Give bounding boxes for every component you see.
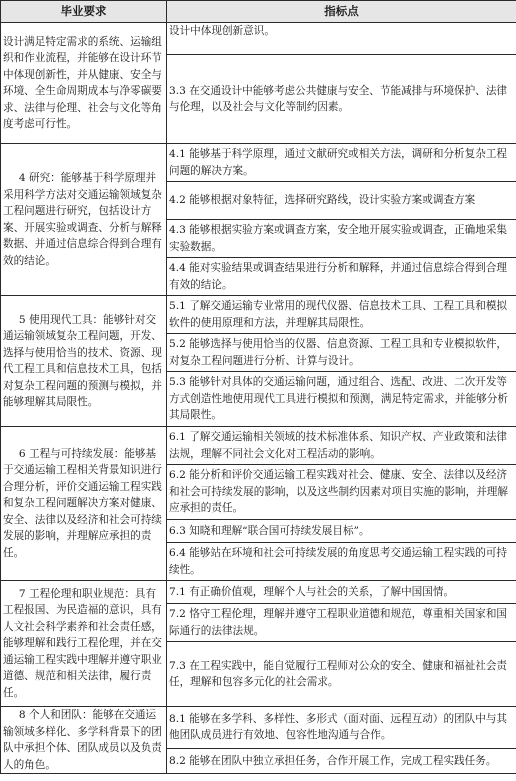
indicator-cell: 4.2 能够根据对象特征，选择研究路线，设计实验方案或调查方案 (167, 182, 516, 220)
indicator-cell: 7.2 恪守工程伦理，理解并遵守工程职业道德和规范，尊重相关国家和国际通行的法律法规。 (167, 604, 516, 642)
column-header-indicator: 指标点 (167, 1, 516, 23)
table-row (1, 296, 516, 334)
column-header-requirement: 毕业要求 (1, 1, 167, 23)
indicator-cell: 7.3 在工程实践中，能自觉履行工程师对公众的安全、健康和福祉社会责任，理解和包容多元化的社会需求。 (167, 642, 516, 707)
indicator-cell: 5.1 了解交通运输专业常用的现代仪器、信息技术工具、工程工具和模拟软件的使用原理和方法，并理解其局限性。 (167, 296, 516, 334)
indicator-cell: 4.4 能对实验结果或调查结果进行分析和解释，并通过信息综合得到合理有效的结论。 (167, 258, 516, 296)
indicator-cell: 3.3 在交通设计中能够考虑公共健康与安全、节能减排与环境保护、法律与伦理，以及社会与文化等制约因素。 (167, 55, 516, 144)
requirement-cell: 4 研究：能够基于科学原理并采用科学方法对交通运输领域复杂工程问题进行研究，包括设计方案、开展实验或调查、分析与解释数据、并通过信息综合得到合理有效的结论。 (1, 144, 167, 296)
table-row (1, 581, 516, 604)
indicator-cell: 6.4 能够站在环境和社会可持续发展的角度思考交通运输工程实践的可持续性。 (167, 543, 516, 581)
indicator-cell: 6.2 能分析和评价交通运输工程实践对社会、健康、安全、法律以及经济和社会可持续发展的影响，以及这些制约因素对项目实施的影响，并理解应承担的责任。 (167, 465, 516, 520)
indicator-cell: 6.1 了解交通运输相关领域的技术标准体系、知识产权、产业政策和法律法规，理解不同社会文化对工程活动的影响。 (167, 427, 516, 465)
table-row (1, 144, 516, 182)
indicator-cell: 7.1 有正确价值观，理解个人与社会的关系，了解中国国情。 (167, 581, 516, 604)
table-row (1, 707, 516, 749)
indicator-cell: 8.1 能够在多学科、多样性、多形式（面对面、远程互动）的团队中与其他团队成员进行有效地、包容性地沟通与合作。 (167, 707, 516, 749)
requirement-cell: 7 工程伦理和职业规范：具有工程报国、为民造福的意识，具有人文社会科学素养和社会责任感，能够理解和践行工程伦理，并在交通运输工程实践中理解并遵守职业道德、规范和相关法律，履行责任。 (1, 581, 167, 707)
table-header-row (1, 1, 516, 23)
requirement-cell: 设计满足特定需求的系统、运输组织和作业流程，并能够在设计环节中体现创新性，并从健康、安全与环境、全生命周期成本与净零碳要求、法律与伦理、社会与文化等角度考虑可行性。 (1, 23, 167, 144)
table-row (1, 427, 516, 465)
indicator-cell: 5.3 能够针对具体的交通运输问题，通过组合、选配、改进、二次开发等方式创造性地使用现代工具进行模拟和预测，满足特定需求，并能够分析其局限性。 (167, 372, 516, 427)
indicator-cell: 6.3 知晓和理解“联合国可持续发展目标”。 (167, 520, 516, 543)
requirement-cell: 8 个人和团队：能够在交通运输领域多样化、多学科背景下的团队中承担个体、团队成员以及负责人的角色。 (1, 707, 167, 774)
indicator-cell: 8.2 能够在团队中独立承担任务，合作开展工作，完成工程实践任务。 (167, 748, 516, 773)
indicator-cell: 设计中体现创新意识。 (167, 23, 516, 55)
indicator-cell: 4.1 能够基于科学原理，通过文献研究或相关方法，调研和分析复杂工程问题的解决方案。 (167, 144, 516, 182)
requirement-cell: 5 使用现代工具：能够针对交通运输领域复杂工程问题，开发、选择与使用恰当的技术、资源、现代工程工具和信息技术工具，包括对复杂工程问题的预测与模拟，并能够理解其局限性。 (1, 296, 167, 427)
indicator-cell: 4.3 能够根据实验方案或调查方案，安全地开展实验或调查，正确地采集实验数据。 (167, 220, 516, 258)
requirement-cell: 6 工程与可持续发展：能够基于交通运输工程相关背景知识进行合理分析，评价交通运输工程实践和复杂工程问题解决方案对健康、安全、法律以及经济和社会可持续发展的影响，并理解应承担的责任。 (1, 427, 167, 581)
table-row (1, 23, 516, 55)
indicator-cell: 5.2 能够选择与使用恰当的仪器、信息资源、工程工具和专业模拟软件，对复杂工程问题进行分析、计算与设计。 (167, 334, 516, 372)
